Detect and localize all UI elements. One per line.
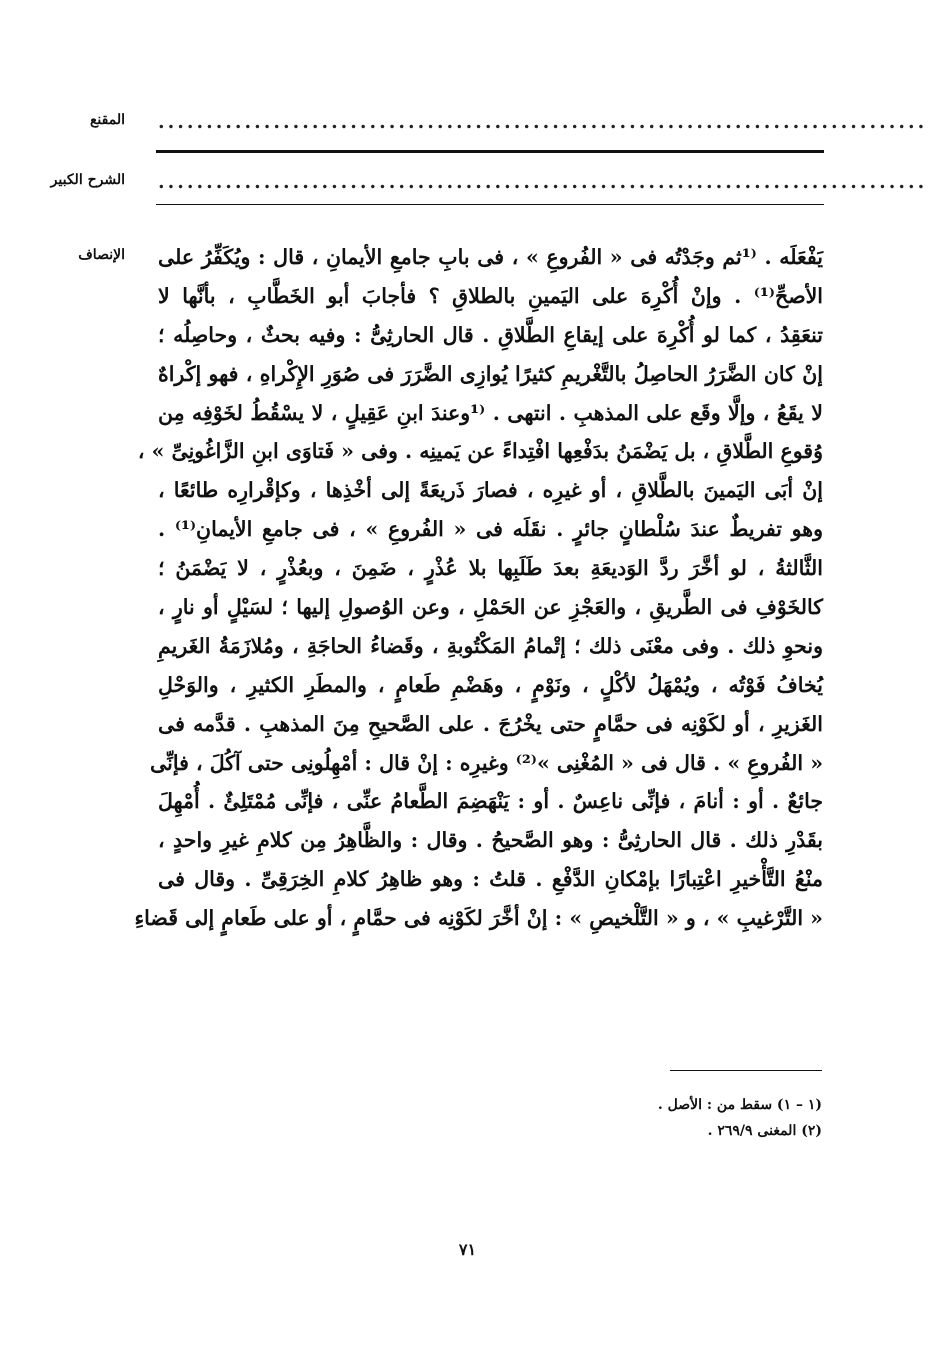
text-line: « الفُروعِ » . قال فى « المُغْنِى »⁽²⁾ وغيرِه : إنْ قال : أمْهِلُونِى حتى آكُلَ ، فإنِّى: [150, 750, 823, 775]
sharh-dotted-line: ................................................................................: [158, 171, 928, 193]
text-line: يَفْعَلَه . ⁽¹ثم وجَدْتُه فى « الفُروعِ » ، فى بابِ جامعِ الأيمانِ ، قال : ويُكَفِّرُ على: [158, 245, 823, 269]
text-line: جائعٌ . أو : أنامَ ، فإنِّى ناعِسٌ . أو : يَنْهَضِمَ الطَّعامُ عنِّى ، فإنِّى مُمْتَلِئٌ . أُمْهِلَ: [158, 789, 823, 814]
text-line: إنْ كان الضَّرَرُ الحاصِلُ بالتَّغْريمِ كثيرًا يُوازِى الضَّرَرَ فى صُوَرِ الإِكْراهِ ، فهو إكْراهٌ: [158, 361, 823, 386]
section-label-insaf: الإنصاف: [78, 247, 125, 263]
text-line: لا يقَعُ ، وإلَّا وقَع على المذهبِ . انتهى . ⁽¹وعندَ ابنِ عَقِيلٍ ، لا يسْقُطُ لخَوْفِه مِن: [158, 400, 823, 425]
text-line: كالخَوْفِ فى الطَّريقِ ، والعَجْزِ عن الحَمْلِ ، وعن الوُصولِ إليها ؛ لسَيْلٍ أو نارٍ ،: [158, 595, 823, 620]
text-line: ونحوِ ذلك . وفى معْنَى ذلك ؛ إتْمامُ المَكْتُوبةِ ، وقَضاءُ الحاجَةِ ، ومُلازَمَةُ الغَريمِ: [158, 633, 823, 658]
text-line: تنعَقِدُ ، كما لو أُكْرِهَ على إيقاعِ الطَّلاقِ . قال الحارثِىُّ : وفيه بحثٌ ، وحاصِلُه ؛: [158, 322, 823, 347]
footnote-2: (٢) المغنى ٢٦٩/٩ .: [707, 1123, 822, 1139]
text-line: الأصحِّ⁽¹⁾ . وإنْ أُكْرِهَ على اليَمينِ بالطلاقِ ؟ فأجابَ أبو الخَطَّابِ ، بأنَّها لا: [158, 283, 823, 308]
thick-divider: [156, 150, 824, 153]
muqni-dotted-line: ................................................................................: [158, 111, 928, 133]
thin-divider: [156, 204, 824, 205]
insaf-text: [134, 238, 823, 938]
text-line: بقَدْرِ ذلك . قال الحارثِىُّ : وهو الصَّحيحُ . وقال : والظَّاهِرُ مِن كلامِ غيرِ واحدٍ ،: [158, 828, 823, 853]
footnote-divider: [670, 1070, 822, 1071]
footnotes: [658, 1092, 822, 1144]
text-line: الغَزيرِ ، أو لكَوْنِه فى حمَّامٍ حتى يخْرُجَ . على الصَّحيحِ مِنَ المذهبِ . قدَّمه فى: [158, 711, 823, 736]
text-line: وهو تفريطٌ عندَ سُلْطانٍ جائرٍ . نقَلَه فى « الفُروعِ » ، فى جامعِ الأيمانِ⁽¹⁾ .: [158, 517, 823, 542]
text-line: يُخافُ فَوْتُه ، ويُمْهَلُ لأكْلٍ ، ونَوْمٍ ، وهَضْمِ طَعامٍ ، والمطَرِ الكثيرِ ، والوَحْلِ: [158, 672, 823, 697]
footnote-1: (١ – ١) سقط من : الأصل .: [657, 1097, 822, 1113]
page-number: ٧١: [458, 1240, 477, 1259]
text-line: وُقوعِ الطَّلاقِ ، بل يَضْمَنُ بدَفْعِها افْتِداءً عن يَمينِه . وفى « فَتاوَى ابنِ الزَّاغُونِىِّ » ،: [137, 439, 823, 464]
section-label-muqni: المقنع: [89, 112, 125, 128]
text-line: « التَّرْغيبِ » ، و « التَّلْخيصِ » : إنْ أخَّرَ لكَوْنِه فى حمَّامٍ ، أو على طَعامٍ إلى قَضاءِ: [134, 906, 823, 931]
section-label-sharh: الشرح الكبير: [50, 172, 125, 188]
text-line: إنْ أبَى اليَمينَ بالطَّلاقِ ، أو غيرِه ، فصارَ ذَريعَةً إلى أخْذِها ، وكإقْرارِه طائعًا ،: [158, 478, 823, 503]
text-line: الثَّالثةُ ، لو أخَّرَ ردَّ الوَديعَةِ بعدَ طَلَبِها بلا عُذْرٍ ، ضَمِنَ ، وبعُذْرٍ ، لا يَضْمَنُ ؛: [158, 556, 823, 581]
text-line: منْعُ التَّأْخيرِ اعْتِبارًا بإمْكانِ الدَّفْعِ . قلتُ : وهو ظاهِرُ كلامِ الخِرَقِىِّ . وقال فى: [158, 867, 823, 892]
